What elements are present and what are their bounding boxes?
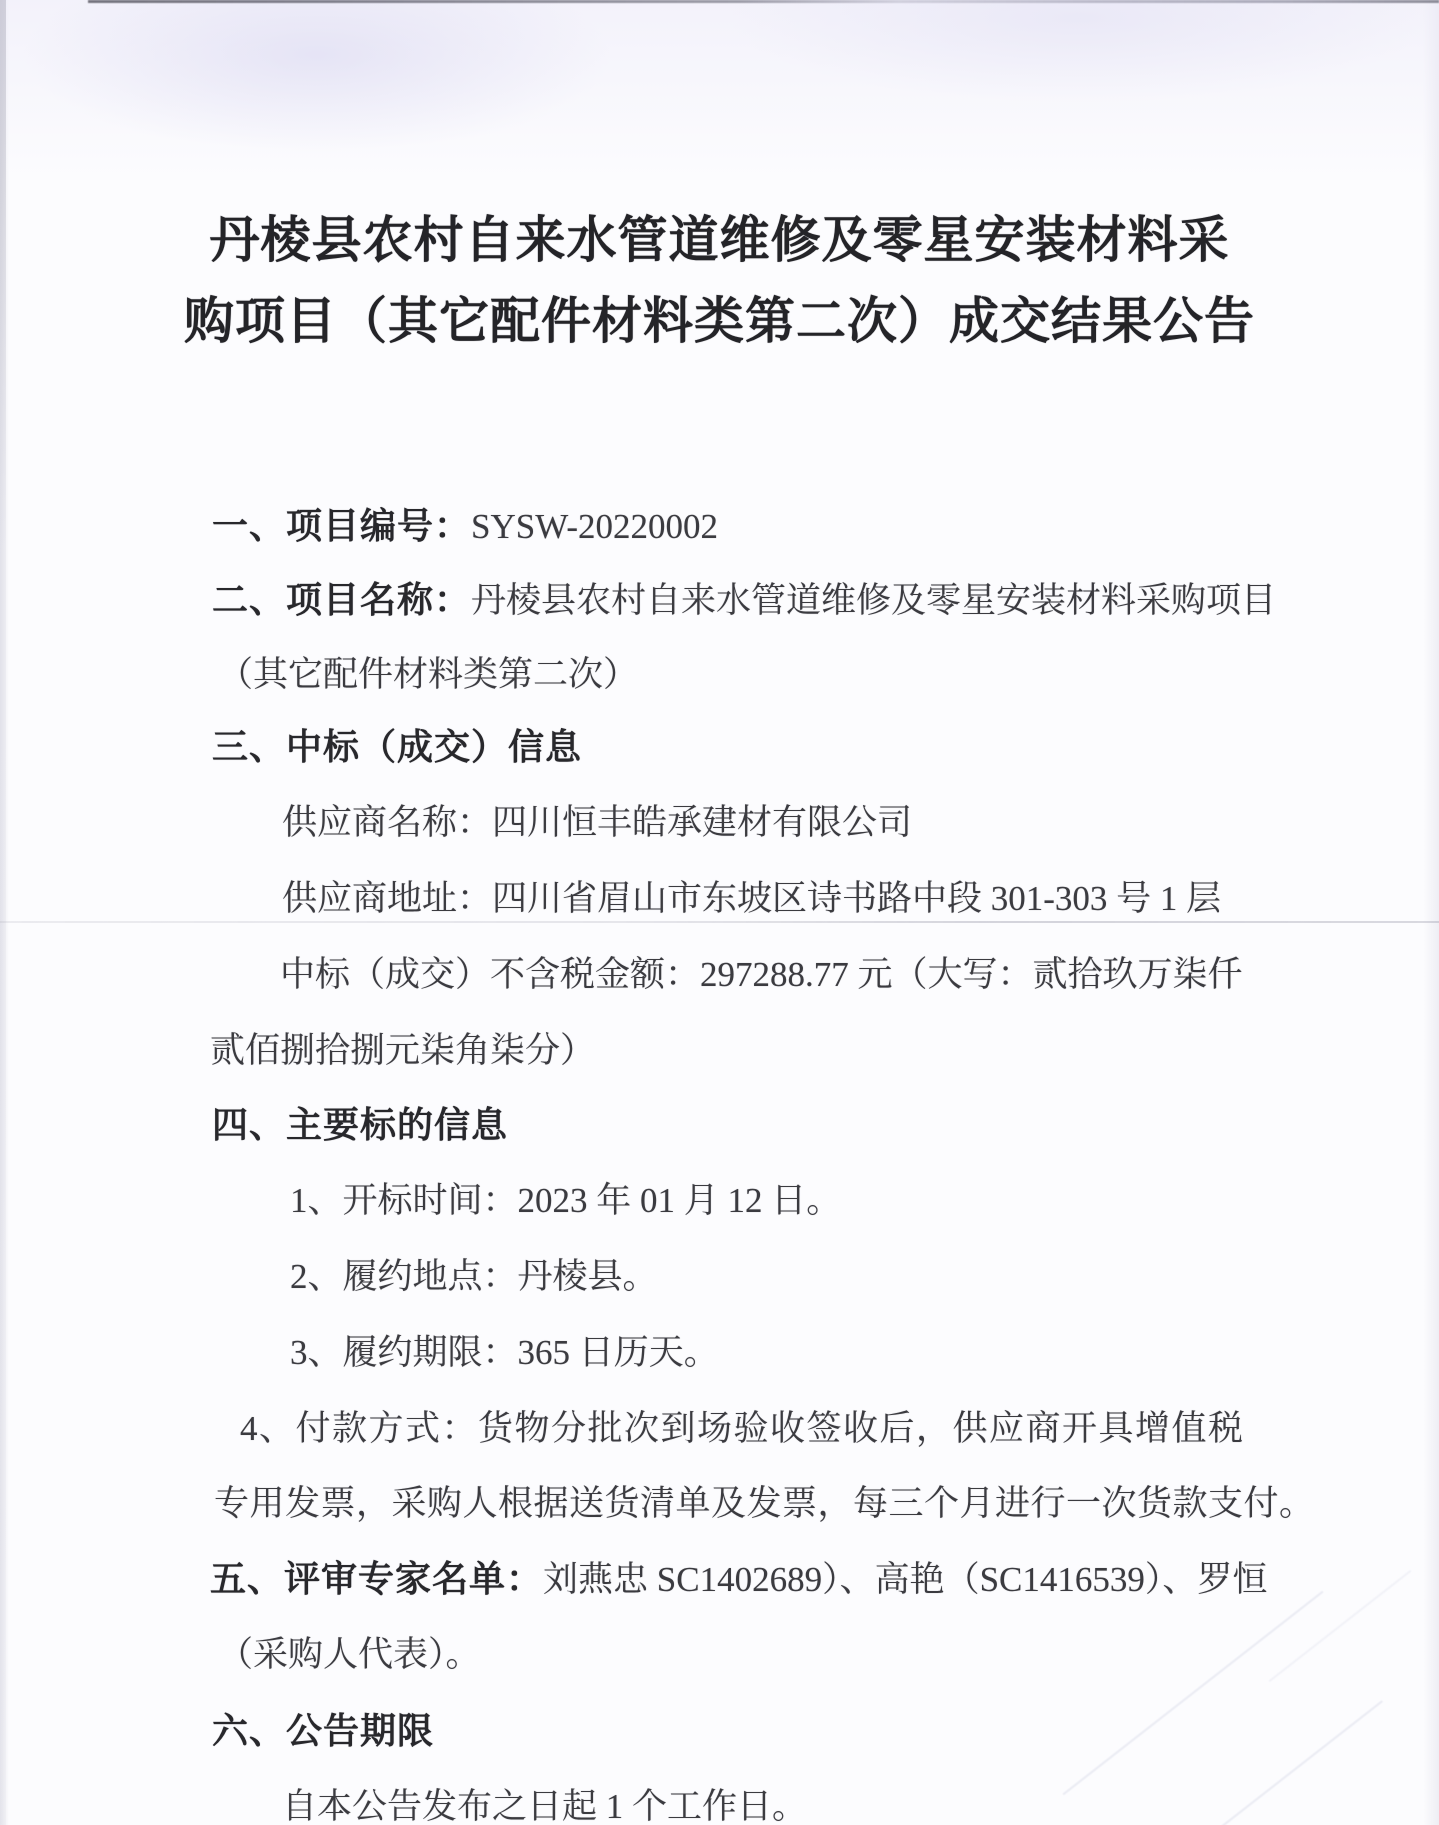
bid-opening-time-line: 1、开标时间：2023 年 01 月 12 日。 [290,1181,842,1220]
payment-method-line-1: 4、付款方式：货物分批次到场验收签收后，供应商开具增值税 [240,1409,1245,1448]
section-notice-period-heading: 六、公告期限 [212,1710,435,1751]
project-number-line [212,498,718,549]
performance-period-line: 3、履约期限：365 日历天。 [290,1333,719,1372]
scan-fold-line [0,921,1439,923]
project-name-line [212,572,1276,623]
experts-label: 五、评审专家名单： [210,1558,544,1599]
project-number-value: SYSW-20220002 [471,507,718,546]
notice-period-value: 自本公告发布之日起 1 个工作日。 [282,1787,808,1825]
supplier-name-line: 供应商名称：四川恒丰皓承建材有限公司 [282,803,913,842]
experts-continuation: （采购人代表）。 [218,1635,481,1674]
performance-place-line: 2、履约地点：丹棱县。 [290,1257,658,1296]
scan-streak [1062,1591,1323,1796]
experts-value: 刘燕忠 SC1402689）、高艳（SC1416539）、罗恒 [543,1560,1268,1599]
scan-top-edge [88,0,1439,3]
section-award-info-heading: 三、中标（成交）信息 [212,726,583,767]
supplier-address-line: 供应商地址：四川省眉山市东坡区诗书路中段 301-303 号 1 层 [282,879,1222,918]
document-title-line-2: 购项目（其它配件材料类第二次）成交结果公告 [184,293,1255,349]
project-name-continuation: （其它配件材料类第二次） [218,655,639,694]
section-subject-info-heading: 四、主要标的信息 [212,1104,509,1145]
award-amount-line-2: 贰佰捌拾捌元柒角柒分） [210,1031,596,1070]
project-number-label: 一、项目编号： [212,505,472,546]
scan-streak [1177,1700,1383,1825]
scan-streak [1268,1570,1411,1682]
scan-left-edge [0,0,6,1825]
experts-line [210,1551,1267,1602]
project-name-value: 丹棱县农村自来水管道维修及零星安装材料采购项目 [471,581,1277,620]
project-name-label: 二、项目名称： [212,579,472,620]
payment-method-line-2: 专用发票，采购人根据送货清单及发票，每三个月进行一次货款支付。 [214,1484,1315,1523]
award-amount-line-1: 中标（成交）不含税金额：297288.77 元（大写：贰拾玖万柒仟 [280,955,1243,994]
document-title-line-1: 丹棱县农村自来水管道维修及零星安装材料采 [209,212,1230,268]
